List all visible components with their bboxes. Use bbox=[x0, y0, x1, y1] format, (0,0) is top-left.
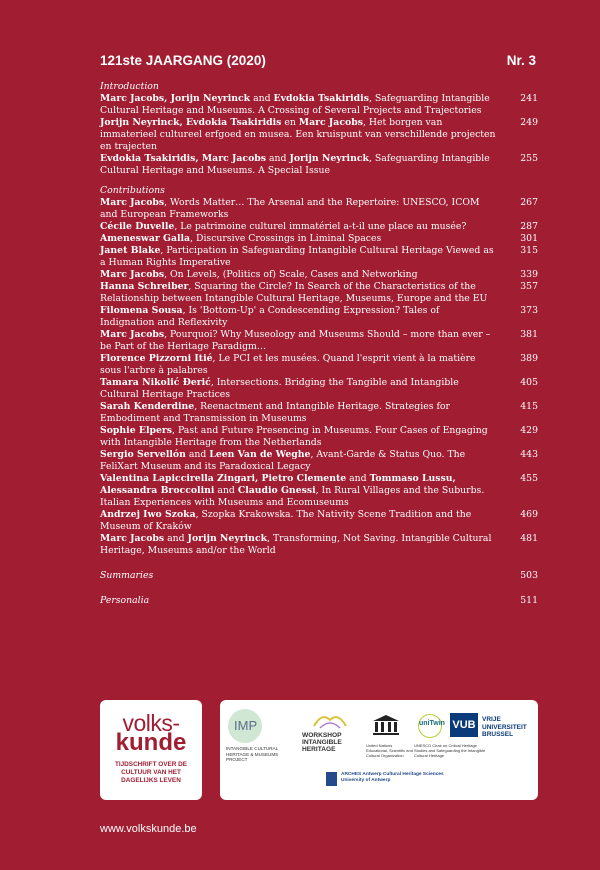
entry-authors: Evdokia Tsakiridis bbox=[273, 93, 369, 104]
entry-title: , Words Matter… The Arsenal and the Repertoire: UNESCO, ICOM and European Frameworks bbox=[100, 197, 480, 220]
entry-authors: Marc Jacobs bbox=[298, 117, 363, 128]
entry-page-number: 255 bbox=[520, 153, 538, 164]
unesco-temple-icon bbox=[372, 714, 400, 736]
imp-subtitle: INTANGIBLE CULTURAL HERITAGE & MUSEUMS PROJECT bbox=[226, 746, 279, 762]
entry-page-number: 357 bbox=[520, 281, 538, 292]
entry-authors: Leen Van de Weghe bbox=[209, 449, 311, 460]
arches-logo-icon bbox=[326, 772, 337, 786]
entry-page-number: 415 bbox=[520, 401, 538, 412]
entry-page-number: 339 bbox=[520, 269, 538, 280]
entry-conjunction: en bbox=[281, 117, 299, 128]
entry-title: , Intersections. Bridging the Tangible and Intangible Cultural Heritage Practices bbox=[100, 377, 459, 400]
entry-authors: Marc Jacobs bbox=[100, 269, 165, 280]
entry-page-number: 287 bbox=[520, 221, 538, 232]
entry-conjunction: and bbox=[346, 473, 370, 484]
toc-entry[interactable] bbox=[100, 197, 540, 221]
entry-page-number: 455 bbox=[520, 473, 538, 484]
entry-page-number: 241 bbox=[520, 93, 538, 104]
entry-authors: Sophie Elpers bbox=[100, 425, 173, 436]
toc-entry[interactable] bbox=[100, 377, 540, 401]
entry-title: , Le PCI et les musées. Quand l'esprit vient à la matière sous l'arbre à palabres bbox=[100, 353, 476, 376]
entry-authors: Sergio Servellón bbox=[100, 449, 186, 460]
entry-page-number: 267 bbox=[520, 197, 538, 208]
summaries-page: 503 bbox=[520, 570, 538, 581]
vub-name: VRIJE UNIVERSITEIT BRUSSEL bbox=[482, 716, 527, 738]
entry-conjunction: and bbox=[185, 449, 210, 460]
entry-title: , Reenactment and Intangible Heritage. Strategies for Embodiment and Transmission in Museums bbox=[100, 401, 450, 424]
imp-logo-text: IMP bbox=[234, 718, 258, 733]
logo-subtitle: TIJDSCHRIFT OVER DE CULTUUR VAN HET DAGELIJKS LEVEN bbox=[114, 761, 188, 784]
toc-entry[interactable] bbox=[100, 425, 540, 449]
entry-authors: Marc Jacobs, Jorijn Neyrinck bbox=[100, 93, 251, 104]
logo-line1: volks- bbox=[122, 710, 180, 736]
entry-title: , Safeguarding Intangible Cultural Heritage and Museums. A Crossing of Several Projects and Trajectories bbox=[100, 93, 490, 116]
toc-entry[interactable] bbox=[100, 233, 540, 245]
entry-title: , Squaring the Circle? In Search of the Characteristics of the Relationship between Intangible Cultural Heritage, Museums, Europe and the EU bbox=[100, 281, 488, 304]
entry-authors: Cécile Duvelle bbox=[100, 221, 175, 232]
toc-entry[interactable] bbox=[100, 353, 540, 377]
entry-authors: Andrzej Iwo Szoka bbox=[100, 509, 196, 520]
website-url[interactable]: www.volkskunde.be bbox=[100, 823, 197, 835]
entry-title: , Le patrimoine culturel immatériel a-t-il une place au musée? bbox=[174, 221, 467, 232]
partner-logos-panel bbox=[220, 700, 538, 800]
entry-authors: Sarah Kenderdine bbox=[100, 401, 195, 412]
introduction-list bbox=[100, 93, 540, 177]
entry-authors: Tamara Nikolić Đerić bbox=[100, 377, 211, 388]
toc-entry[interactable] bbox=[100, 221, 540, 233]
entry-authors: Marc Jacobs bbox=[100, 197, 165, 208]
toc-entry[interactable] bbox=[100, 269, 540, 281]
summaries-label: Summaries bbox=[100, 570, 154, 581]
entry-page-number: 443 bbox=[520, 449, 538, 460]
entry-title: , Pourquoi? Why Museology and Museums Should – more than ever – be Part of the Heritage Paradigm… bbox=[100, 329, 491, 352]
entry-authors: Tommaso Lussu, Alessandra Broccolini bbox=[100, 473, 456, 496]
entry-title: , In Rural Villages and the Suburbs. Italian Experiences with Museums and Ecomuseums bbox=[100, 485, 485, 508]
workshop-logo-text: WORKSHOP INTANGIBLE HERITAGE bbox=[302, 732, 342, 753]
toc-entry[interactable] bbox=[100, 93, 540, 117]
entry-authors: Claudio Gnessi bbox=[237, 485, 316, 496]
entry-conjunction: and bbox=[266, 153, 290, 164]
toc-entry[interactable] bbox=[100, 153, 540, 177]
entry-page-number: 373 bbox=[520, 305, 538, 316]
personalia-entry[interactable] bbox=[100, 595, 540, 607]
entry-title: , On Levels, (Politics of) Scale, Cases and Networking bbox=[164, 269, 418, 280]
entry-title: , Is 'Bottom-Up' a Condescending Expression? Tales of Indignation and Reflexivity bbox=[100, 305, 440, 328]
entry-title: , Szopka Krakowska. The Nativity Scene Tradition and the Museum of Kraków bbox=[100, 509, 472, 532]
section-contributions-heading: Contributions bbox=[100, 185, 165, 196]
issue-number: Nr. 3 bbox=[506, 53, 536, 68]
entry-authors: Evdokia Tsakiridis, Marc Jacobs bbox=[100, 153, 267, 164]
entry-title: , Discursive Crossings in Liminal Spaces bbox=[190, 233, 382, 244]
entry-title: , Transforming, Not Saving. Intangible Cultural Heritage, Museums and/or the World bbox=[100, 533, 492, 556]
workshop-hands-icon bbox=[312, 710, 348, 730]
entry-authors: Janet Blake bbox=[100, 245, 161, 256]
entry-title: , Het borgen van immaterieel cultureel erfgoed en musea. Een kruispunt van verschillende projecten en trajecten bbox=[100, 117, 496, 152]
unesco-subtitle: United Nations Educational, Scientific and Cultural Organization bbox=[366, 743, 413, 758]
entry-title: , Participation in Safeguarding Intangible Cultural Heritage Viewed as a Human Rights Imperative bbox=[100, 245, 494, 268]
entry-page-number: 381 bbox=[520, 329, 538, 340]
entry-authors: Ameneswar Galla bbox=[100, 233, 191, 244]
entry-authors: Jorijn Neyrinck bbox=[289, 153, 369, 164]
contributions-list bbox=[100, 197, 540, 557]
entry-page-number: 481 bbox=[520, 533, 538, 544]
entry-page-number: 315 bbox=[520, 245, 538, 256]
vub-logo: VUB bbox=[450, 713, 478, 737]
entry-conjunction: and bbox=[164, 533, 188, 544]
entry-title: , Past and Future Presencing in Museums. Four Cases of Engaging with Intangible Heritage from the Netherlands bbox=[100, 425, 488, 448]
entry-page-number: 249 bbox=[520, 117, 538, 128]
entry-title: , Safeguarding Intangible Cultural Heritage and Museums. A Special Issue bbox=[100, 153, 490, 176]
entry-page-number: 389 bbox=[520, 353, 538, 364]
table-of-contents bbox=[100, 81, 540, 607]
entry-page-number: 429 bbox=[520, 425, 538, 436]
volume-label: 121ste JAARGANG (2020) bbox=[100, 53, 266, 68]
summaries-entry[interactable] bbox=[100, 570, 540, 582]
masthead bbox=[100, 53, 540, 71]
toc-entry[interactable] bbox=[100, 329, 540, 353]
entry-page-number: 301 bbox=[520, 233, 538, 244]
toc-entry[interactable] bbox=[100, 449, 540, 473]
unesco-chair-subtitle: UNESCO Chair on Critical Heritage Studies and Safeguarding the Intangible Cultural Heritage bbox=[414, 743, 486, 758]
unitwin-label: uniTwin bbox=[419, 720, 445, 727]
arches-text: ARCHES Antwerp Cultural Heritage Sciences University of Antwerp bbox=[341, 772, 444, 783]
toc-entry[interactable] bbox=[100, 245, 540, 269]
toc-entry[interactable] bbox=[100, 509, 540, 533]
entry-authors: Marc Jacobs bbox=[100, 533, 165, 544]
entry-authors: Valentina Lapiccirella Zingari, Pietro Clemente bbox=[100, 473, 347, 484]
toc-entry[interactable] bbox=[100, 305, 540, 329]
entry-page-number: 405 bbox=[520, 377, 538, 388]
entry-conjunction: and bbox=[250, 93, 274, 104]
personalia-label: Personalia bbox=[100, 595, 150, 606]
entry-authors: Jorijn Neyrinck bbox=[187, 533, 268, 544]
volkskunde-logo bbox=[100, 700, 202, 800]
toc-entry[interactable] bbox=[100, 473, 540, 509]
logo-line2: kunde bbox=[115, 729, 187, 756]
entry-authors: Jorijn Neyrinck, Evdokia Tsakiridis bbox=[100, 117, 282, 128]
entry-authors: Florence Pizzorni Itié bbox=[100, 353, 213, 364]
entry-authors: Hanna Schreiber bbox=[100, 281, 189, 292]
entry-conjunction: and bbox=[214, 485, 238, 496]
toc-entry[interactable] bbox=[100, 117, 540, 153]
toc-entry[interactable] bbox=[100, 533, 540, 557]
section-introduction-heading: Introduction bbox=[100, 81, 159, 92]
entry-authors: Marc Jacobs bbox=[100, 329, 165, 340]
toc-entry[interactable] bbox=[100, 401, 540, 425]
entry-authors: Filomena Sousa bbox=[100, 305, 183, 316]
entry-page-number: 469 bbox=[520, 509, 538, 520]
toc-entry[interactable] bbox=[100, 281, 540, 305]
personalia-page: 511 bbox=[520, 595, 538, 606]
entry-title: , Avant-Garde & Status Quo. The FeliXart Museum and its Paradoxical Legacy bbox=[100, 449, 466, 472]
